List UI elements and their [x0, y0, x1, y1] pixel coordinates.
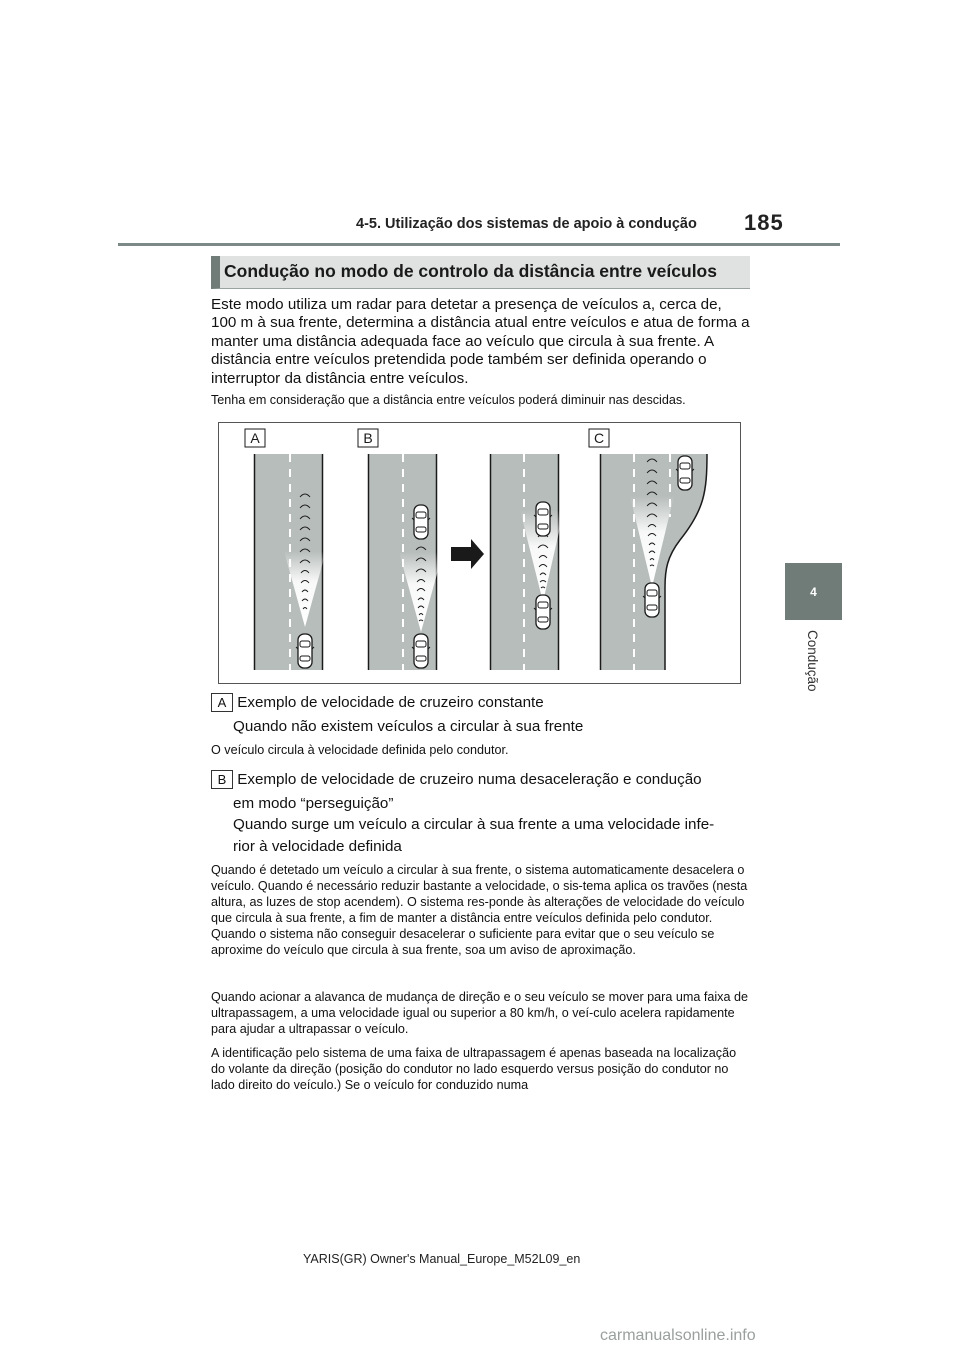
page-number: 185 [744, 210, 784, 235]
overtaken-vehicle-c [676, 456, 694, 490]
intro-paragraph: Este modo utiliza um radar para detetar a presença de veículos a, cerca de, 100 m à sua frente, determina a distância atual entre veículos e atua de forma a manter uma distância adequada face ao veículo que circula à sua frente. A distância entre veículos pretendida pode também ser definida operando o interruptor da distância entre veículos. [211, 296, 750, 387]
item-b-subtitle: Quando surge um veículo a circular à sua frente a uma velocidade infe- [233, 816, 715, 833]
item-b-label: B [211, 770, 233, 789]
item-a-title-line [211, 692, 544, 714]
own-vehicle-a [296, 634, 314, 668]
item-b-description-1: Quando é detetado um veículo a circular à sua frente, o sistema automaticamente desacelera o veículo. Quando é necessário reduzir bastante a velocidade, o sis-tema aplica os travões (nesta altura, as luzes de stop acendem). O sistema res-ponde às alterações de velocidade do veículo que circula à sua frente, a fim de manter a distância entre veículos definida pelo condutor. Quando o sistema não conseguir desacelerar o suficiente para evitar que o seu veículo se aproxime do veículo que circula à sua frente, soa um aviso de aproximação. [211, 863, 748, 957]
section-title: 4-5. Utilização dos sistemas de apoio à condução [356, 216, 697, 232]
page-heading: Condução no modo de controlo da distância entre veículos [224, 261, 717, 281]
panel-label-c [589, 429, 609, 447]
chapter-label: Condução [805, 630, 820, 692]
panel-label-a [245, 429, 265, 447]
item-a-subtitle: Quando não existem veículos a circular à sua frente [233, 718, 584, 735]
acc-illustration [218, 422, 741, 684]
own-vehicle-c [643, 583, 661, 617]
item-a-label: A [211, 693, 233, 712]
item-b-subtitle-cont: rior à velocidade definida [233, 838, 402, 855]
item-b-description-3: A identificação pelo sistema de uma faixa de ultrapassagem é apenas baseada na localização do volante da direção (posição do condutor no lado esquerdo versus posição do condutor no lado direito do veículo.) Se o veículo for conduzido numa [211, 1046, 737, 1092]
footer-manual-id: YARIS(GR) Owner's Manual_Europe_M52L09_en [303, 1252, 581, 1266]
panel-label-b [358, 429, 378, 447]
label-c-text: C [593, 430, 605, 446]
note-paragraph: Tenha em consideração que a distância entre veículos poderá diminuir nas descidas. [211, 393, 686, 407]
watermark[interactable]: carmanualsonline.info [600, 1327, 756, 1344]
item-b-title-line [211, 769, 702, 791]
own-vehicle-mid [534, 595, 552, 629]
item-a-title: Exemplo de velocidade de cruzeiro constante [237, 694, 544, 711]
item-a-description: O veículo circula à velocidade definida pelo condutor. [211, 743, 509, 757]
label-a-text: A [250, 430, 260, 446]
chapter-tab[interactable]: 4 [785, 563, 842, 620]
lead-vehicle-b [412, 505, 430, 539]
lead-vehicle-mid [534, 502, 552, 536]
label-b-text: B [363, 430, 373, 446]
item-b-title: Exemplo de velocidade de cruzeiro numa desaceleração e condução [237, 771, 702, 788]
item-b-description-2: Quando acionar a alavanca de mudança de direção e o seu veículo se mover para uma faixa de ultrapassagem, a uma velocidade igual ou superior a 80 km/h, o veí-culo acelera rapidamente para ajudar a ultrapassar o veículo. [211, 990, 748, 1036]
own-vehicle-b [412, 634, 430, 668]
header-divider [118, 243, 840, 246]
item-b-title-cont: em modo “perseguição” [233, 795, 394, 812]
